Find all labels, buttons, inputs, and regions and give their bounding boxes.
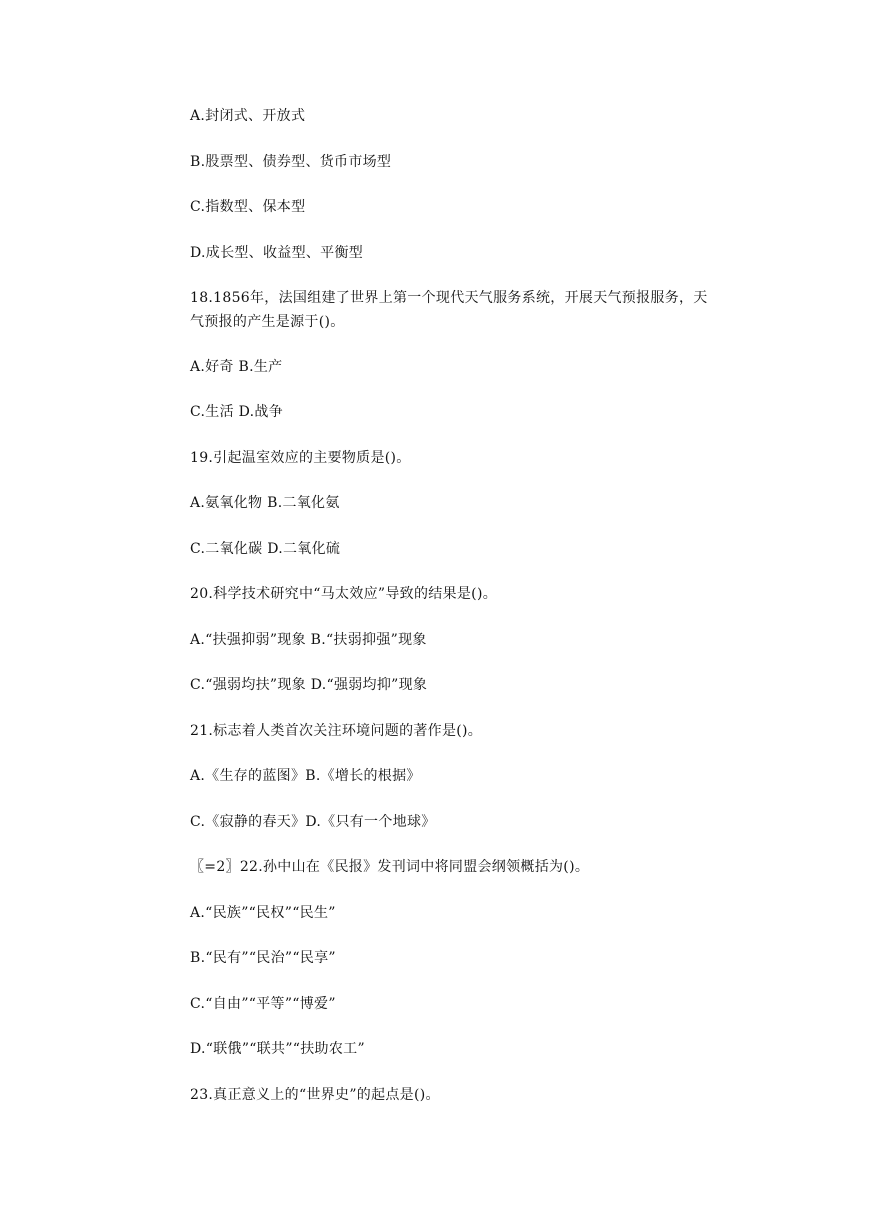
- option-line: A.氨氧化物 B.二氧化氨: [190, 495, 340, 511]
- option-line: B.股票型、债券型、货币市场型: [190, 154, 392, 170]
- option-line: B.“民有”“民治”“民享”: [190, 950, 336, 966]
- option-line: A.好奇 B.生产: [190, 359, 283, 375]
- option-line: C.指数型、保本型: [190, 199, 306, 215]
- option-line: C.“强弱均扶”现象 D.“强弱均抑”现象: [190, 677, 428, 693]
- option-line: A.《生存的蓝图》B.《增长的根据》: [190, 768, 421, 784]
- question-23: 23.真正意义上的“世界史”的起点是()。: [190, 1087, 440, 1103]
- question-22: 〖=2〗22.孙中山在《民报》发刊词中将同盟会纲领概括为()。: [190, 859, 590, 875]
- question-18-continued: 气预报的产生是源于()。: [190, 314, 345, 330]
- option-line: D.成长型、收益型、平衡型: [190, 245, 364, 261]
- option-line: A.封闭式、开放式: [190, 108, 306, 124]
- question-19: 19.引起温室效应的主要物质是()。: [190, 450, 411, 466]
- question-20: 20.科学技术研究中“马太效应”导致的结果是()。: [190, 586, 498, 602]
- option-line: A.“扶强抑弱”现象 B.“扶弱抑强”现象: [190, 632, 427, 648]
- option-line: C.《寂静的春天》D.《只有一个地球》: [190, 814, 436, 830]
- option-line: A.“民族”“民权”“民生”: [190, 905, 336, 921]
- option-line: D.“联俄”“联共”“扶助农工”: [190, 1041, 365, 1057]
- question-18: 18.1856年，法国组建了世界上第一个现代天气服务系统，开展天气预报服务，天: [190, 290, 708, 306]
- option-line: C.“自由”“平等”“博爱”: [190, 996, 336, 1012]
- option-line: C.生活 D.战争: [190, 404, 283, 420]
- option-line: C.二氧化碳 D.二氧化硫: [190, 541, 341, 557]
- question-21: 21.标志着人类首次关注环境问题的著作是()。: [190, 723, 483, 739]
